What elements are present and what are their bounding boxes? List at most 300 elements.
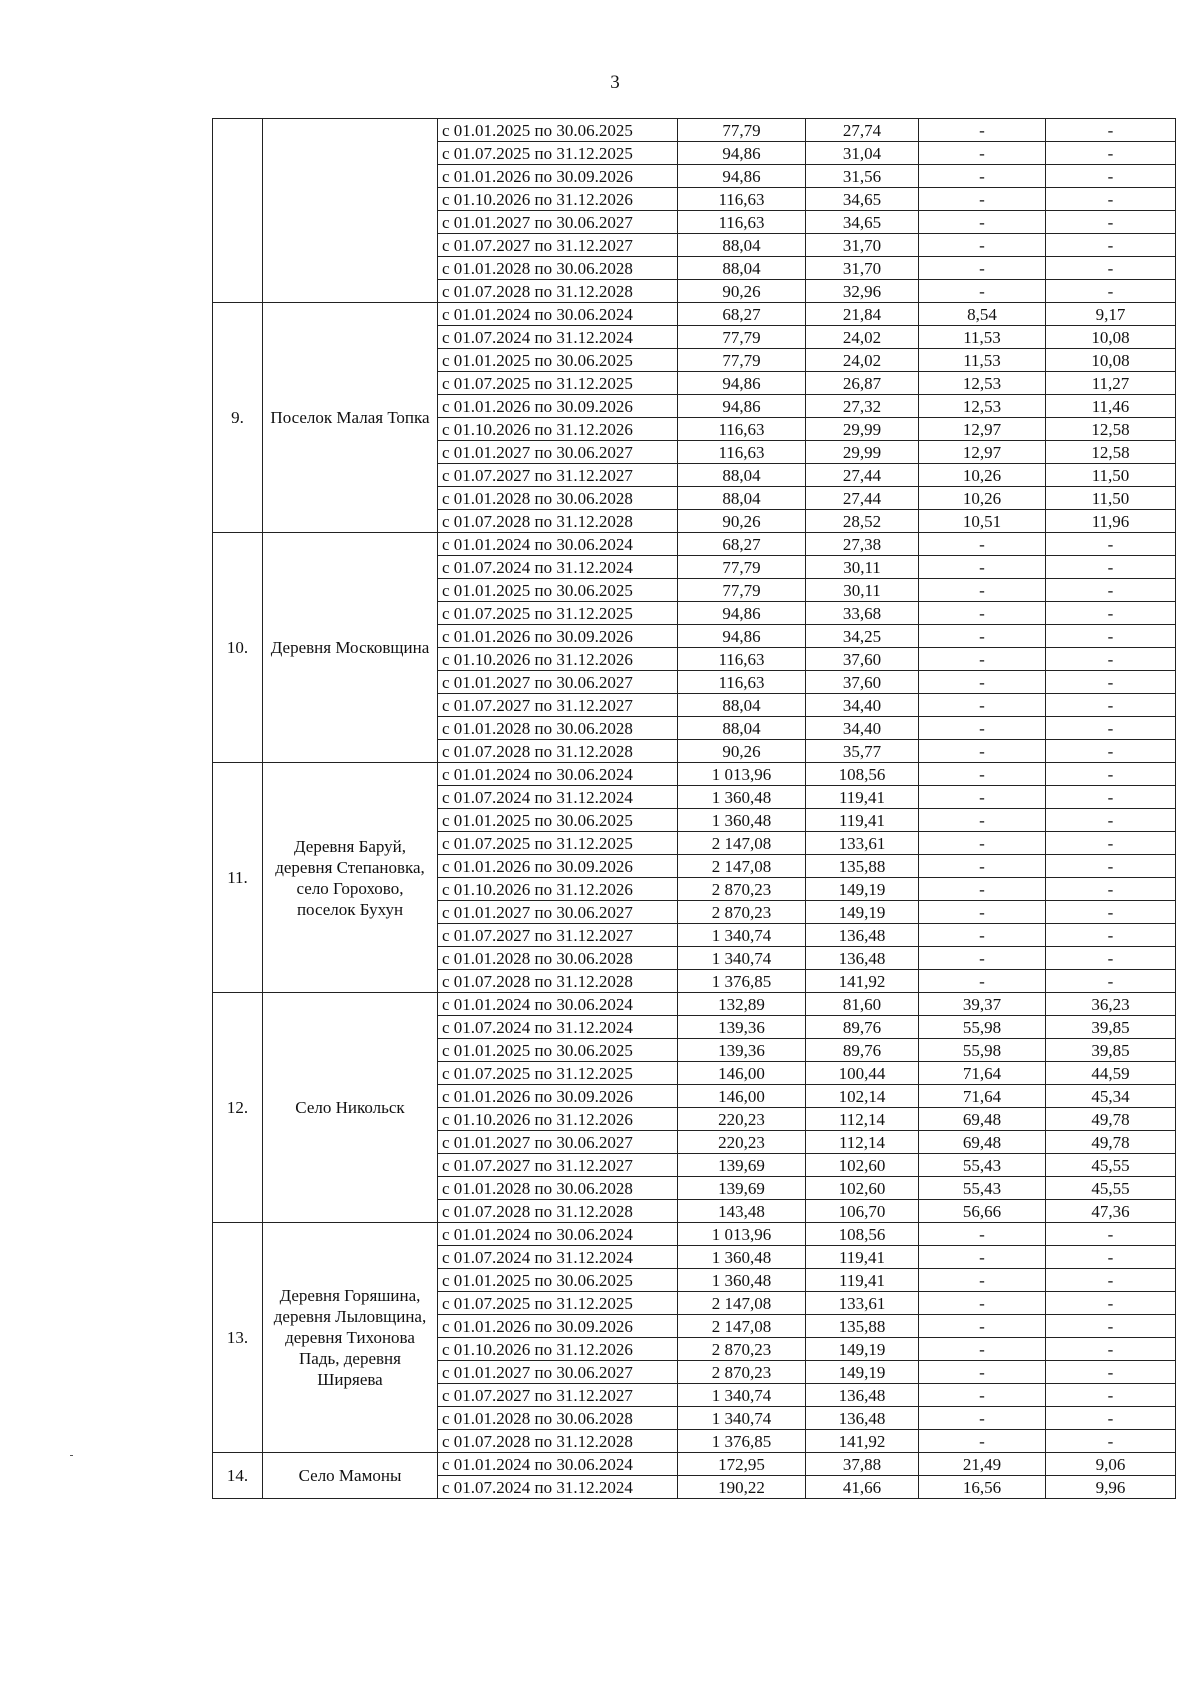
value-cell-3: 12,97 bbox=[919, 418, 1046, 441]
value-cell-1: 2 870,23 bbox=[678, 901, 806, 924]
value-cell-3: - bbox=[919, 188, 1046, 211]
value-cell-2: 24,02 bbox=[806, 349, 919, 372]
period-cell: с 01.07.2027 по 31.12.2027 bbox=[438, 924, 678, 947]
value-cell-2: 135,88 bbox=[806, 855, 919, 878]
value-cell-2: 37,88 bbox=[806, 1453, 919, 1476]
value-cell-1: 2 870,23 bbox=[678, 878, 806, 901]
value-cell-3: 56,66 bbox=[919, 1200, 1046, 1223]
period-cell: с 01.01.2026 по 30.09.2026 bbox=[438, 1315, 678, 1338]
value-cell-1: 94,86 bbox=[678, 165, 806, 188]
value-cell-3: - bbox=[919, 1361, 1046, 1384]
settlement-number: 10. bbox=[213, 533, 263, 763]
period-cell: с 01.01.2025 по 30.06.2025 bbox=[438, 1039, 678, 1062]
period-cell: с 01.01.2028 по 30.06.2028 bbox=[438, 487, 678, 510]
value-cell-4: 39,85 bbox=[1046, 1016, 1176, 1039]
settlement-number: 9. bbox=[213, 303, 263, 533]
value-cell-1: 116,63 bbox=[678, 188, 806, 211]
value-cell-2: 135,88 bbox=[806, 1315, 919, 1338]
period-cell: с 01.01.2027 по 30.06.2027 bbox=[438, 1131, 678, 1154]
value-cell-3: 16,56 bbox=[919, 1476, 1046, 1499]
value-cell-2: 141,92 bbox=[806, 970, 919, 993]
period-cell: с 01.10.2026 по 31.12.2026 bbox=[438, 878, 678, 901]
value-cell-1: 94,86 bbox=[678, 625, 806, 648]
period-cell: с 01.07.2025 по 31.12.2025 bbox=[438, 832, 678, 855]
period-cell: с 01.07.2025 по 31.12.2025 bbox=[438, 1062, 678, 1085]
value-cell-1: 2 870,23 bbox=[678, 1361, 806, 1384]
value-cell-4: - bbox=[1046, 924, 1176, 947]
period-cell: с 01.01.2026 по 30.09.2026 bbox=[438, 395, 678, 418]
value-cell-2: 136,48 bbox=[806, 924, 919, 947]
value-cell-2: 31,56 bbox=[806, 165, 919, 188]
value-cell-2: 34,40 bbox=[806, 717, 919, 740]
period-cell: с 01.07.2027 по 31.12.2027 bbox=[438, 1384, 678, 1407]
period-cell: с 01.10.2026 по 31.12.2026 bbox=[438, 1108, 678, 1131]
value-cell-1: 94,86 bbox=[678, 142, 806, 165]
value-cell-3: - bbox=[919, 740, 1046, 763]
value-cell-1: 139,36 bbox=[678, 1039, 806, 1062]
value-cell-1: 143,48 bbox=[678, 1200, 806, 1223]
period-cell: с 01.01.2024 по 30.06.2024 bbox=[438, 533, 678, 556]
value-cell-3: 71,64 bbox=[919, 1085, 1046, 1108]
value-cell-3: - bbox=[919, 970, 1046, 993]
value-cell-2: 34,65 bbox=[806, 188, 919, 211]
value-cell-1: 94,86 bbox=[678, 602, 806, 625]
value-cell-4: - bbox=[1046, 1315, 1176, 1338]
value-cell-3: - bbox=[919, 671, 1046, 694]
value-cell-2: 29,99 bbox=[806, 441, 919, 464]
period-cell: с 01.01.2024 по 30.06.2024 bbox=[438, 763, 678, 786]
settlement-number: 13. bbox=[213, 1223, 263, 1453]
value-cell-3: - bbox=[919, 280, 1046, 303]
period-cell: с 01.07.2025 по 31.12.2025 bbox=[438, 602, 678, 625]
value-cell-3: - bbox=[919, 809, 1046, 832]
period-cell: с 01.01.2028 по 30.06.2028 bbox=[438, 1407, 678, 1430]
period-cell: с 01.07.2027 по 31.12.2027 bbox=[438, 1154, 678, 1177]
value-cell-1: 139,69 bbox=[678, 1154, 806, 1177]
value-cell-4: - bbox=[1046, 1292, 1176, 1315]
table-row bbox=[213, 993, 1176, 1016]
value-cell-1: 1 340,74 bbox=[678, 1384, 806, 1407]
value-cell-3: 12,97 bbox=[919, 441, 1046, 464]
value-cell-4: - bbox=[1046, 763, 1176, 786]
value-cell-4: 10,08 bbox=[1046, 349, 1176, 372]
value-cell-2: 37,60 bbox=[806, 648, 919, 671]
period-cell: с 01.07.2028 по 31.12.2028 bbox=[438, 1430, 678, 1453]
value-cell-3: 39,37 bbox=[919, 993, 1046, 1016]
value-cell-1: 1 013,96 bbox=[678, 763, 806, 786]
value-cell-2: 81,60 bbox=[806, 993, 919, 1016]
period-cell: с 01.07.2024 по 31.12.2024 bbox=[438, 1476, 678, 1499]
value-cell-1: 88,04 bbox=[678, 234, 806, 257]
period-cell: с 01.10.2026 по 31.12.2026 bbox=[438, 418, 678, 441]
period-cell: с 01.01.2027 по 30.06.2027 bbox=[438, 211, 678, 234]
value-cell-4: - bbox=[1046, 602, 1176, 625]
value-cell-2: 26,87 bbox=[806, 372, 919, 395]
value-cell-3: 10,26 bbox=[919, 464, 1046, 487]
value-cell-1: 1 360,48 bbox=[678, 809, 806, 832]
value-cell-1: 116,63 bbox=[678, 648, 806, 671]
settlement-number: 12. bbox=[213, 993, 263, 1223]
value-cell-4: - bbox=[1046, 809, 1176, 832]
value-cell-2: 102,60 bbox=[806, 1177, 919, 1200]
value-cell-3: - bbox=[919, 1292, 1046, 1315]
value-cell-3: - bbox=[919, 1407, 1046, 1430]
value-cell-1: 1 360,48 bbox=[678, 1269, 806, 1292]
period-cell: с 01.10.2026 по 31.12.2026 bbox=[438, 648, 678, 671]
value-cell-1: 1 340,74 bbox=[678, 924, 806, 947]
value-cell-4: - bbox=[1046, 165, 1176, 188]
value-cell-2: 141,92 bbox=[806, 1430, 919, 1453]
period-cell: с 01.01.2025 по 30.06.2025 bbox=[438, 579, 678, 602]
value-cell-2: 136,48 bbox=[806, 947, 919, 970]
period-cell: с 01.01.2024 по 30.06.2024 bbox=[438, 1453, 678, 1476]
value-cell-2: 35,77 bbox=[806, 740, 919, 763]
settlement-number: 14. bbox=[213, 1453, 263, 1499]
settlement-name: Деревня Баруй, деревня Степановка, село Горохово, поселок Бухун bbox=[263, 763, 438, 993]
value-cell-4: 11,96 bbox=[1046, 510, 1176, 533]
value-cell-3: 69,48 bbox=[919, 1108, 1046, 1131]
tariff-table bbox=[212, 118, 1176, 1499]
value-cell-2: 133,61 bbox=[806, 1292, 919, 1315]
value-cell-3: 55,43 bbox=[919, 1177, 1046, 1200]
value-cell-1: 2 147,08 bbox=[678, 832, 806, 855]
value-cell-1: 1 360,48 bbox=[678, 1246, 806, 1269]
value-cell-1: 1 360,48 bbox=[678, 786, 806, 809]
value-cell-2: 31,70 bbox=[806, 257, 919, 280]
value-cell-4: - bbox=[1046, 901, 1176, 924]
value-cell-4: 10,08 bbox=[1046, 326, 1176, 349]
period-cell: с 01.01.2025 по 30.06.2025 bbox=[438, 119, 678, 142]
period-cell: с 01.01.2025 по 30.06.2025 bbox=[438, 349, 678, 372]
value-cell-3: - bbox=[919, 1384, 1046, 1407]
value-cell-2: 136,48 bbox=[806, 1384, 919, 1407]
value-cell-2: 89,76 bbox=[806, 1039, 919, 1062]
period-cell: с 01.01.2024 по 30.06.2024 bbox=[438, 303, 678, 326]
tariff-table-body bbox=[213, 119, 1176, 1499]
value-cell-2: 27,44 bbox=[806, 464, 919, 487]
value-cell-4: - bbox=[1046, 234, 1176, 257]
period-cell: с 01.01.2028 по 30.06.2028 bbox=[438, 1177, 678, 1200]
value-cell-4: - bbox=[1046, 188, 1176, 211]
value-cell-1: 2 147,08 bbox=[678, 1292, 806, 1315]
value-cell-2: 149,19 bbox=[806, 1361, 919, 1384]
period-cell: с 01.01.2027 по 30.06.2027 bbox=[438, 1361, 678, 1384]
value-cell-3: 11,53 bbox=[919, 349, 1046, 372]
value-cell-1: 1 340,74 bbox=[678, 947, 806, 970]
value-cell-1: 2 147,08 bbox=[678, 855, 806, 878]
value-cell-1: 88,04 bbox=[678, 257, 806, 280]
value-cell-1: 90,26 bbox=[678, 280, 806, 303]
table-row bbox=[213, 533, 1176, 556]
value-cell-4: 11,27 bbox=[1046, 372, 1176, 395]
value-cell-4: - bbox=[1046, 855, 1176, 878]
value-cell-4: 12,58 bbox=[1046, 441, 1176, 464]
value-cell-1: 77,79 bbox=[678, 556, 806, 579]
settlement-name: Поселок Малая Топка bbox=[263, 303, 438, 533]
value-cell-1: 116,63 bbox=[678, 671, 806, 694]
value-cell-3: - bbox=[919, 625, 1046, 648]
value-cell-4: - bbox=[1046, 947, 1176, 970]
value-cell-4: - bbox=[1046, 280, 1176, 303]
value-cell-1: 172,95 bbox=[678, 1453, 806, 1476]
value-cell-3: - bbox=[919, 142, 1046, 165]
period-cell: с 01.10.2026 по 31.12.2026 bbox=[438, 1338, 678, 1361]
value-cell-1: 77,79 bbox=[678, 119, 806, 142]
value-cell-2: 102,60 bbox=[806, 1154, 919, 1177]
value-cell-4: - bbox=[1046, 211, 1176, 234]
value-cell-2: 21,84 bbox=[806, 303, 919, 326]
period-cell: с 01.07.2024 по 31.12.2024 bbox=[438, 556, 678, 579]
value-cell-4: 11,50 bbox=[1046, 487, 1176, 510]
value-cell-4: - bbox=[1046, 257, 1176, 280]
page-number: 3 bbox=[610, 72, 620, 93]
value-cell-1: 1 376,85 bbox=[678, 1430, 806, 1453]
table-row bbox=[213, 1223, 1176, 1246]
value-cell-3: - bbox=[919, 119, 1046, 142]
value-cell-2: 31,04 bbox=[806, 142, 919, 165]
value-cell-3: - bbox=[919, 924, 1046, 947]
period-cell: с 01.07.2027 по 31.12.2027 bbox=[438, 234, 678, 257]
value-cell-2: 149,19 bbox=[806, 878, 919, 901]
value-cell-3: - bbox=[919, 1430, 1046, 1453]
settlement-name: Село Никольск bbox=[263, 993, 438, 1223]
period-cell: с 01.01.2026 по 30.09.2026 bbox=[438, 165, 678, 188]
value-cell-4: - bbox=[1046, 142, 1176, 165]
value-cell-4: 45,34 bbox=[1046, 1085, 1176, 1108]
value-cell-2: 112,14 bbox=[806, 1108, 919, 1131]
value-cell-4: 11,46 bbox=[1046, 395, 1176, 418]
value-cell-3: - bbox=[919, 602, 1046, 625]
value-cell-4: 44,59 bbox=[1046, 1062, 1176, 1085]
value-cell-1: 220,23 bbox=[678, 1108, 806, 1131]
value-cell-3: - bbox=[919, 1338, 1046, 1361]
value-cell-3: - bbox=[919, 1223, 1046, 1246]
value-cell-4: - bbox=[1046, 1430, 1176, 1453]
value-cell-2: 136,48 bbox=[806, 1407, 919, 1430]
value-cell-3: - bbox=[919, 257, 1046, 280]
period-cell: с 01.01.2026 по 30.09.2026 bbox=[438, 625, 678, 648]
value-cell-4: - bbox=[1046, 1338, 1176, 1361]
value-cell-1: 94,86 bbox=[678, 372, 806, 395]
value-cell-4: 9,96 bbox=[1046, 1476, 1176, 1499]
period-cell: с 01.01.2025 по 30.06.2025 bbox=[438, 1269, 678, 1292]
value-cell-3: - bbox=[919, 694, 1046, 717]
value-cell-2: 119,41 bbox=[806, 786, 919, 809]
value-cell-2: 149,19 bbox=[806, 1338, 919, 1361]
value-cell-1: 88,04 bbox=[678, 487, 806, 510]
value-cell-1: 88,04 bbox=[678, 464, 806, 487]
value-cell-3: - bbox=[919, 579, 1046, 602]
value-cell-3: - bbox=[919, 717, 1046, 740]
value-cell-3: 10,26 bbox=[919, 487, 1046, 510]
period-cell: с 01.07.2024 по 31.12.2024 bbox=[438, 326, 678, 349]
value-cell-3: - bbox=[919, 165, 1046, 188]
value-cell-4: 45,55 bbox=[1046, 1154, 1176, 1177]
value-cell-1: 220,23 bbox=[678, 1131, 806, 1154]
value-cell-4: 47,36 bbox=[1046, 1200, 1176, 1223]
value-cell-2: 119,41 bbox=[806, 1246, 919, 1269]
value-cell-3: 21,49 bbox=[919, 1453, 1046, 1476]
value-cell-3: - bbox=[919, 211, 1046, 234]
value-cell-1: 116,63 bbox=[678, 441, 806, 464]
period-cell: с 01.10.2026 по 31.12.2026 bbox=[438, 188, 678, 211]
value-cell-1: 68,27 bbox=[678, 533, 806, 556]
value-cell-1: 2 870,23 bbox=[678, 1338, 806, 1361]
value-cell-3: - bbox=[919, 901, 1046, 924]
period-cell: с 01.07.2025 по 31.12.2025 bbox=[438, 372, 678, 395]
value-cell-2: 41,66 bbox=[806, 1476, 919, 1499]
value-cell-4: - bbox=[1046, 579, 1176, 602]
value-cell-3: - bbox=[919, 1315, 1046, 1338]
period-cell: с 01.07.2028 по 31.12.2028 bbox=[438, 740, 678, 763]
period-cell: с 01.07.2027 по 31.12.2027 bbox=[438, 694, 678, 717]
value-cell-1: 1 340,74 bbox=[678, 1407, 806, 1430]
value-cell-4: - bbox=[1046, 740, 1176, 763]
value-cell-4: - bbox=[1046, 832, 1176, 855]
value-cell-3: - bbox=[919, 1246, 1046, 1269]
value-cell-1: 146,00 bbox=[678, 1085, 806, 1108]
value-cell-2: 112,14 bbox=[806, 1131, 919, 1154]
value-cell-4: - bbox=[1046, 878, 1176, 901]
table-row bbox=[213, 119, 1176, 142]
value-cell-1: 190,22 bbox=[678, 1476, 806, 1499]
value-cell-4: - bbox=[1046, 625, 1176, 648]
value-cell-4: - bbox=[1046, 648, 1176, 671]
value-cell-2: 119,41 bbox=[806, 809, 919, 832]
value-cell-4: 49,78 bbox=[1046, 1108, 1176, 1131]
value-cell-2: 34,65 bbox=[806, 211, 919, 234]
value-cell-2: 100,44 bbox=[806, 1062, 919, 1085]
value-cell-1: 90,26 bbox=[678, 740, 806, 763]
value-cell-2: 32,96 bbox=[806, 280, 919, 303]
value-cell-3: - bbox=[919, 234, 1046, 257]
value-cell-2: 106,70 bbox=[806, 1200, 919, 1223]
value-cell-1: 139,36 bbox=[678, 1016, 806, 1039]
value-cell-1: 88,04 bbox=[678, 694, 806, 717]
value-cell-1: 1 013,96 bbox=[678, 1223, 806, 1246]
value-cell-1: 2 147,08 bbox=[678, 1315, 806, 1338]
value-cell-2: 27,38 bbox=[806, 533, 919, 556]
value-cell-3: 12,53 bbox=[919, 395, 1046, 418]
value-cell-3: - bbox=[919, 648, 1046, 671]
value-cell-1: 90,26 bbox=[678, 510, 806, 533]
value-cell-1: 88,04 bbox=[678, 717, 806, 740]
value-cell-3: - bbox=[919, 878, 1046, 901]
value-cell-2: 30,11 bbox=[806, 579, 919, 602]
value-cell-4: 9,17 bbox=[1046, 303, 1176, 326]
period-cell: с 01.07.2028 по 31.12.2028 bbox=[438, 280, 678, 303]
period-cell: с 01.01.2027 по 30.06.2027 bbox=[438, 671, 678, 694]
period-cell: с 01.01.2024 по 30.06.2024 bbox=[438, 993, 678, 1016]
value-cell-2: 133,61 bbox=[806, 832, 919, 855]
value-cell-1: 116,63 bbox=[678, 418, 806, 441]
period-cell: с 01.01.2027 по 30.06.2027 bbox=[438, 901, 678, 924]
value-cell-3: - bbox=[919, 832, 1046, 855]
value-cell-4: 39,85 bbox=[1046, 1039, 1176, 1062]
value-cell-3: - bbox=[919, 763, 1046, 786]
value-cell-1: 1 376,85 bbox=[678, 970, 806, 993]
settlement-name bbox=[263, 119, 438, 303]
period-cell: с 01.07.2025 по 31.12.2025 bbox=[438, 1292, 678, 1315]
value-cell-4: - bbox=[1046, 119, 1176, 142]
value-cell-2: 28,52 bbox=[806, 510, 919, 533]
value-cell-4: - bbox=[1046, 717, 1176, 740]
value-cell-3: - bbox=[919, 533, 1046, 556]
value-cell-2: 119,41 bbox=[806, 1269, 919, 1292]
table-row bbox=[213, 763, 1176, 786]
value-cell-3: - bbox=[919, 556, 1046, 579]
value-cell-3: 12,53 bbox=[919, 372, 1046, 395]
value-cell-2: 108,56 bbox=[806, 763, 919, 786]
value-cell-1: 68,27 bbox=[678, 303, 806, 326]
value-cell-2: 29,99 bbox=[806, 418, 919, 441]
settlement-number: 11. bbox=[213, 763, 263, 993]
value-cell-3: - bbox=[919, 1269, 1046, 1292]
value-cell-2: 27,74 bbox=[806, 119, 919, 142]
value-cell-4: - bbox=[1046, 1223, 1176, 1246]
period-cell: с 01.01.2028 по 30.06.2028 bbox=[438, 947, 678, 970]
value-cell-4: - bbox=[1046, 1246, 1176, 1269]
value-cell-2: 27,32 bbox=[806, 395, 919, 418]
period-cell: с 01.01.2028 по 30.06.2028 bbox=[438, 717, 678, 740]
value-cell-3: 69,48 bbox=[919, 1131, 1046, 1154]
period-cell: с 01.07.2024 по 31.12.2024 bbox=[438, 1016, 678, 1039]
value-cell-1: 139,69 bbox=[678, 1177, 806, 1200]
period-cell: с 01.07.2024 по 31.12.2024 bbox=[438, 786, 678, 809]
value-cell-4: - bbox=[1046, 671, 1176, 694]
value-cell-4: - bbox=[1046, 970, 1176, 993]
value-cell-3: 71,64 bbox=[919, 1062, 1046, 1085]
value-cell-4: - bbox=[1046, 694, 1176, 717]
value-cell-3: - bbox=[919, 855, 1046, 878]
value-cell-1: 77,79 bbox=[678, 579, 806, 602]
margin-mark bbox=[70, 1455, 73, 1456]
period-cell: с 01.01.2026 по 30.09.2026 bbox=[438, 855, 678, 878]
value-cell-1: 132,89 bbox=[678, 993, 806, 1016]
value-cell-2: 27,44 bbox=[806, 487, 919, 510]
value-cell-4: - bbox=[1046, 786, 1176, 809]
value-cell-2: 34,25 bbox=[806, 625, 919, 648]
period-cell: с 01.01.2024 по 30.06.2024 bbox=[438, 1223, 678, 1246]
settlement-name: Деревня Московщина bbox=[263, 533, 438, 763]
value-cell-1: 77,79 bbox=[678, 349, 806, 372]
value-cell-2: 31,70 bbox=[806, 234, 919, 257]
period-cell: с 01.07.2028 по 31.12.2028 bbox=[438, 970, 678, 993]
value-cell-2: 89,76 bbox=[806, 1016, 919, 1039]
value-cell-4: 45,55 bbox=[1046, 1177, 1176, 1200]
period-cell: с 01.07.2028 по 31.12.2028 bbox=[438, 510, 678, 533]
value-cell-2: 149,19 bbox=[806, 901, 919, 924]
settlement-number bbox=[213, 119, 263, 303]
value-cell-2: 37,60 bbox=[806, 671, 919, 694]
value-cell-4: - bbox=[1046, 1384, 1176, 1407]
value-cell-4: 9,06 bbox=[1046, 1453, 1176, 1476]
value-cell-4: - bbox=[1046, 556, 1176, 579]
table-row bbox=[213, 1453, 1176, 1476]
value-cell-4: - bbox=[1046, 1269, 1176, 1292]
value-cell-3: - bbox=[919, 947, 1046, 970]
value-cell-4: 12,58 bbox=[1046, 418, 1176, 441]
value-cell-3: 11,53 bbox=[919, 326, 1046, 349]
settlement-name: Деревня Горяшина, деревня Лыловщина, деревня Тихонова Падь, деревня Ширяева bbox=[263, 1223, 438, 1453]
value-cell-4: 36,23 bbox=[1046, 993, 1176, 1016]
period-cell: с 01.07.2027 по 31.12.2027 bbox=[438, 464, 678, 487]
value-cell-2: 102,14 bbox=[806, 1085, 919, 1108]
period-cell: с 01.07.2028 по 31.12.2028 bbox=[438, 1200, 678, 1223]
period-cell: с 01.07.2024 по 31.12.2024 bbox=[438, 1246, 678, 1269]
value-cell-2: 34,40 bbox=[806, 694, 919, 717]
value-cell-1: 146,00 bbox=[678, 1062, 806, 1085]
